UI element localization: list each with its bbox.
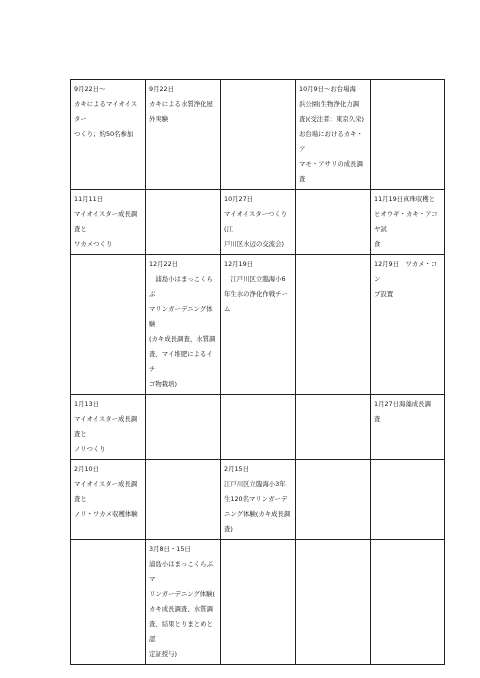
cell-text: 9月22日～ カキによるマイオイスター つくり；約50名参加 bbox=[74, 85, 138, 138]
table-cell bbox=[221, 540, 296, 665]
cell-text: 10月9日～お台場海 浜公園(生物浄化力調 査)(受注者：東京久栄) お台場におけるカキ・ア マモ・アサリの成長調査 bbox=[299, 85, 364, 183]
table-cell bbox=[296, 190, 371, 255]
table-cell bbox=[71, 255, 146, 395]
cell-text: 12月19日 江戸川区立臨海小6 年生水の浄化作戦チー ム bbox=[224, 260, 288, 313]
table-cell bbox=[296, 80, 371, 190]
table-row bbox=[71, 80, 445, 190]
table-cell bbox=[146, 190, 221, 255]
table-cell bbox=[221, 255, 296, 395]
table-cell bbox=[221, 190, 296, 255]
table-cell bbox=[71, 395, 146, 460]
table-cell bbox=[371, 80, 445, 190]
table-row bbox=[71, 255, 445, 395]
table-cell bbox=[296, 540, 371, 665]
table-cell bbox=[371, 190, 445, 255]
table-cell bbox=[146, 395, 221, 460]
table-cell bbox=[371, 460, 445, 540]
table-cell bbox=[296, 255, 371, 395]
table-cell bbox=[371, 395, 445, 460]
cell-text: 3月8日・15日 浦島小はまっこくらぶマ リンガーデニング体験( カキ成長調査、水質調 査、結果とりまとめと認 定証授与) bbox=[149, 545, 216, 658]
cell-text: 11月19日真珠収穫と ヒオウギ・カキ・アコヤ試 食 bbox=[374, 195, 438, 248]
table-cell bbox=[221, 80, 296, 190]
table-cell bbox=[146, 540, 221, 665]
cell-text: 1月13日 マイオイスター成長調査と ノリつくり bbox=[74, 400, 138, 453]
cell-text: 10月27日 マイオイスターつくり(江 戸川区水辺の交流会) bbox=[224, 195, 288, 248]
cell-text: 12月22日 浦島小はまっこくらぶ マリンガーデニング体験 (カキ成長調査、水質調 査、マイ堆肥によるイチ ゴ物栽培) bbox=[149, 260, 216, 388]
table-cell bbox=[371, 255, 445, 395]
table-row bbox=[71, 540, 445, 665]
table-row bbox=[71, 460, 445, 540]
cell-text: 9月22日 カキによる水質浄化屋 外実験 bbox=[149, 85, 213, 123]
cell-text: 2月10日 マイオイスター成長調査と ノリ・ワカメ収穫体験 bbox=[74, 465, 138, 518]
table-cell bbox=[221, 395, 296, 460]
table-row bbox=[71, 395, 445, 460]
table-cell bbox=[146, 80, 221, 190]
cell-text: 1月27日海藻成長調 査 bbox=[374, 400, 431, 423]
table-cell bbox=[146, 460, 221, 540]
table-cell bbox=[296, 460, 371, 540]
cell-text: 12月9日 ワカメ・コン ブ設置 bbox=[374, 260, 438, 298]
table-cell bbox=[296, 395, 371, 460]
table-cell bbox=[371, 540, 445, 665]
schedule-table bbox=[70, 79, 445, 665]
table-cell bbox=[71, 460, 146, 540]
table-cell bbox=[221, 460, 296, 540]
cell-text: 11月11日 マイオイスター成長調査と ワカメつくり bbox=[74, 195, 138, 248]
table-cell bbox=[71, 190, 146, 255]
table-cell bbox=[71, 80, 146, 190]
table-cell bbox=[71, 540, 146, 665]
table-row bbox=[71, 190, 445, 255]
cell-text: 2月15日 江戸川区立臨海小3年 生120名マリンガーデ ニング体験(カキ成長調 査) bbox=[224, 465, 291, 533]
table-cell bbox=[146, 255, 221, 395]
